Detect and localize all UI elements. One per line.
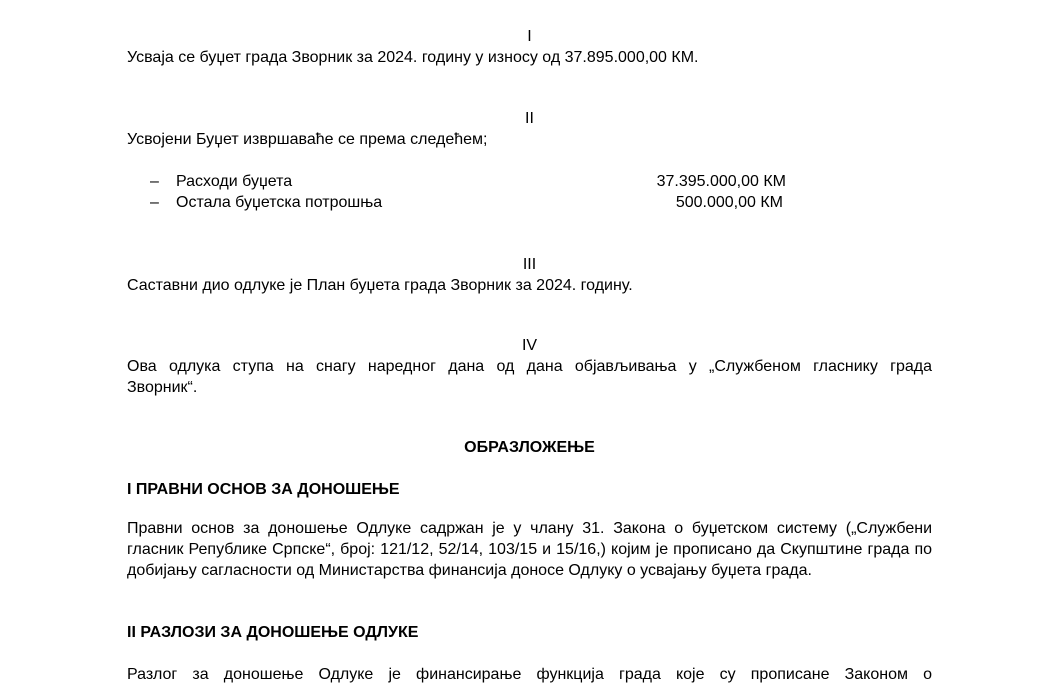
explanation-title: ОБРАЗЛОЖЕЊЕ: [464, 439, 595, 456]
budget-item-label: Остала буџетска потрошња: [176, 194, 383, 211]
section-4-text-line-2: Зворник“.: [127, 379, 198, 396]
section-4-text-line-1: Ова одлука ступа на снагу наредног дана од дана објављивања у „Службеном гласнику града: [127, 358, 932, 375]
section-3-text: Саставни дио одлуке је План буџета града Зворник за 2024. годину.: [127, 277, 633, 294]
list-dash: –: [150, 173, 159, 190]
paragraph-reasons: Разлог за доношење Одлуке је финансирање функција града које су прописане Законом о: [127, 666, 932, 683]
list-dash: –: [150, 194, 159, 211]
section-2-text: Усвојени Буџет извршаваће се према следећем;: [127, 131, 488, 148]
section-numeral-2: II: [525, 110, 534, 127]
section-numeral-1: I: [527, 28, 532, 45]
budget-item-label: Расходи буџета: [176, 173, 293, 190]
section-numeral-3: III: [522, 256, 537, 273]
paragraph-legal-basis: Правни основ за доношење Одлуке садржан је у члану 31. Закона о буџетском систему („Службени гласник Републике Српске“, број: 121/12, 52/14, 103/15 и 15/16,) којим је прописано да Скупштине града по добијању сагласности од Министарства финансија доносе Одлуку о усвајању буџета града.: [127, 520, 932, 579]
heading-reasons: II РАЗЛОЗИ ЗА ДОНОШЕЊЕ ОДЛУКЕ: [127, 624, 419, 641]
budget-item-value: 500.000,00 КМ: [675, 194, 783, 211]
heading-legal-basis: I ПРАВНИ ОСНОВ ЗА ДОНОШЕЊЕ: [127, 481, 400, 498]
budget-item-value: 37.395.000,00 КМ: [656, 173, 786, 190]
section-1-text: Усваја се буџет града Зворник за 2024. годину у износу од 37.895.000,00 КМ.: [127, 49, 699, 66]
section-numeral-4: IV: [521, 337, 538, 354]
